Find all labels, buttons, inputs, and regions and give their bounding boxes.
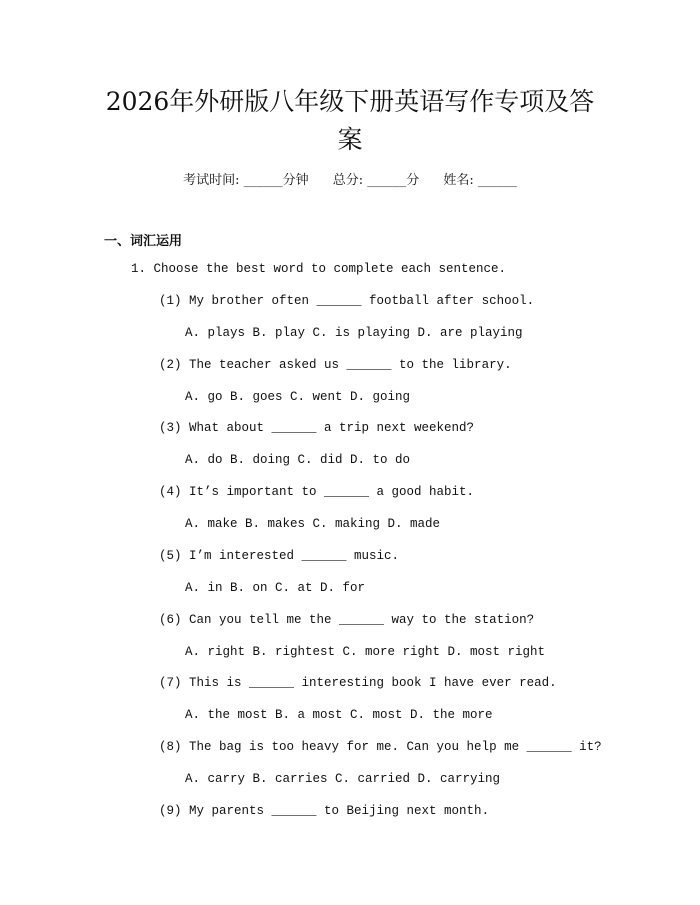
question-number: (6) xyxy=(159,612,190,627)
question-options: A. the most B. a most C. most D. the more xyxy=(185,708,493,723)
question-number: (4) xyxy=(159,485,190,500)
question-text: My brother often ______ football after school. xyxy=(189,294,535,308)
question-stem xyxy=(159,549,399,563)
question-text: It’s important to ______ a good habit. xyxy=(189,485,475,500)
question-text: What about ______ a trip next weekend? xyxy=(189,421,475,436)
question-number: (8) xyxy=(159,739,190,754)
question-options: A. do B. doing C. did D. to do xyxy=(185,453,411,468)
question-stem xyxy=(159,485,474,499)
question-number: (1) xyxy=(159,294,190,308)
exam-time: 考试时间: ______分钟 xyxy=(183,173,309,188)
question-options: A. in B. on C. at D. for xyxy=(185,580,366,595)
question-stem xyxy=(159,358,512,372)
student-name: 姓名: ______ xyxy=(443,173,517,188)
question-text: I’m interested ______ music. xyxy=(189,548,400,563)
question-options: A. right B. rightest C. more right D. most right xyxy=(185,644,546,659)
section-heading-vocabulary: 一、词汇运用 xyxy=(104,234,183,249)
question-number: (7) xyxy=(159,676,190,691)
question-options: A. make B. makes C. making D. made xyxy=(185,517,441,532)
question-text: My parents ______ to Beijing next month. xyxy=(189,803,490,818)
question-number: (3) xyxy=(159,421,190,436)
question-options: A. carry B. carries C. carried D. carrying xyxy=(185,771,501,786)
question-instruction: 1. Choose the best word to complete each sentence. xyxy=(131,262,507,276)
question-text: The bag is too heavy for me. Can you help me ______ it? xyxy=(189,739,602,754)
question-number: (9) xyxy=(159,803,190,818)
question-stem xyxy=(159,294,534,308)
question-text: This is ______ interesting book I have ever read. xyxy=(189,676,557,691)
question-options: A. go B. goes C. went D. going xyxy=(185,389,411,404)
question-stem xyxy=(159,421,474,435)
question-options: A. plays B. play C. is playing D. are playing xyxy=(185,326,523,340)
document-title-line-2: 案 xyxy=(337,125,363,154)
question-text: The teacher asked us ______ to the library. xyxy=(189,357,512,372)
question-stem xyxy=(159,804,489,818)
question-stem xyxy=(159,740,602,754)
question-text: Can you tell me the ______ way to the station? xyxy=(189,612,535,627)
question-stem xyxy=(159,613,534,627)
document-title-line-1: 2026年外研版八年级下册英语写作专项及答 xyxy=(105,87,595,116)
exam-score: 总分: ______分 xyxy=(332,173,420,188)
question-number: (2) xyxy=(159,357,190,372)
exam-meta xyxy=(0,169,700,188)
question-stem xyxy=(159,676,557,690)
question-number: (5) xyxy=(159,548,190,563)
